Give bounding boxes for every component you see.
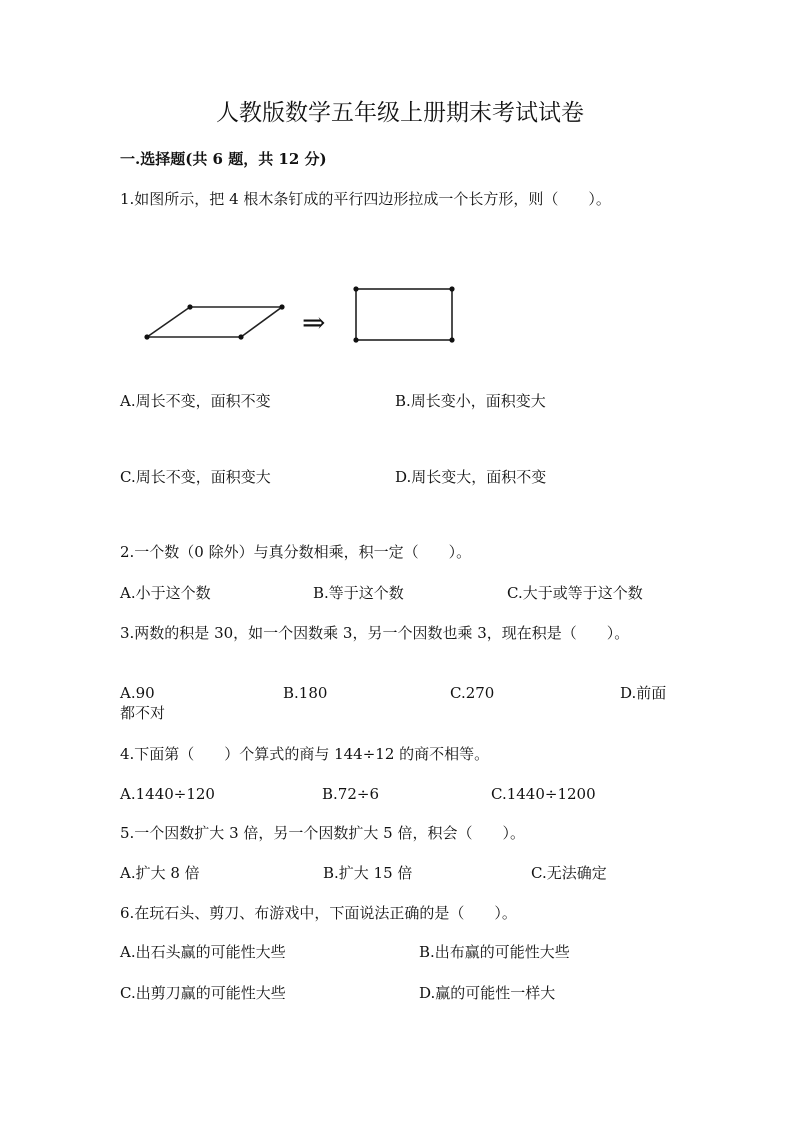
- q1-option-a[interactable]: A.周长不变，面积不变: [120, 392, 271, 410]
- q5-option-a[interactable]: A.扩大 8 倍: [120, 864, 200, 882]
- question-3-stem: 3.两数的积是 30，如一个因数乘 3，另一个因数也乘 3，现在积是（ ）。: [120, 624, 630, 642]
- q4-option-c[interactable]: C.1440÷1200: [491, 785, 596, 803]
- q3-option-d-continued: 都不对: [120, 704, 166, 722]
- q4-option-a[interactable]: A.1440÷120: [120, 785, 215, 803]
- page-title: 人教版数学五年级上册期末考试试卷: [216, 100, 584, 126]
- q1-option-d[interactable]: D.周长变大，面积不变: [395, 468, 547, 486]
- q6-option-d[interactable]: D.赢的可能性一样大: [419, 984, 556, 1002]
- q6-option-b[interactable]: B.出布赢的可能性大些: [419, 943, 570, 961]
- double-arrow-icon: ⇒: [302, 306, 326, 339]
- q3-option-b[interactable]: B.180: [283, 684, 328, 702]
- q2-option-c[interactable]: C.大于或等于这个数: [507, 584, 643, 602]
- q3-option-a[interactable]: A.90: [120, 684, 155, 702]
- q5-option-b[interactable]: B.扩大 15 倍: [323, 864, 413, 882]
- question-2-stem: 2.一个数（0 除外）与真分数相乘，积一定（ ）。: [120, 543, 472, 561]
- q3-option-c[interactable]: C.270: [450, 684, 495, 702]
- q1-option-b[interactable]: B.周长变小，面积变大: [395, 392, 546, 410]
- q3-option-d[interactable]: D.前面: [620, 684, 667, 702]
- parallelogram-shape: [147, 307, 282, 337]
- section-heading: 一.选择题(共 6 题，共 12 分): [120, 150, 327, 168]
- q1-option-c[interactable]: C.周长不变，面积变大: [120, 468, 271, 486]
- rectangle-shape: [356, 289, 452, 340]
- question-6-stem: 6.在玩石头、剪刀、布游戏中，下面说法正确的是（ ）。: [120, 904, 517, 922]
- q6-option-a[interactable]: A.出石头赢的可能性大些: [120, 943, 286, 961]
- q4-option-b[interactable]: B.72÷6: [322, 785, 379, 803]
- q2-option-a[interactable]: A.小于这个数: [120, 584, 211, 602]
- q5-option-c[interactable]: C.无法确定: [531, 864, 607, 882]
- question-5-stem: 5.一个因数扩大 3 倍，另一个因数扩大 5 倍，积会（ ）。: [120, 824, 525, 842]
- rectangle-vertices: [353, 286, 454, 342]
- parallelogram-vertices: [144, 304, 284, 339]
- question-4-stem: 4.下面第（ ）个算式的商与 144÷12 的商不相等。: [120, 745, 490, 763]
- q2-option-b[interactable]: B.等于这个数: [313, 584, 404, 602]
- q6-option-c[interactable]: C.出剪刀赢的可能性大些: [120, 984, 286, 1002]
- question-1-stem: 1.如图所示，把 4 根木条钉成的平行四边形拉成一个长方形，则（ ）。: [120, 190, 611, 208]
